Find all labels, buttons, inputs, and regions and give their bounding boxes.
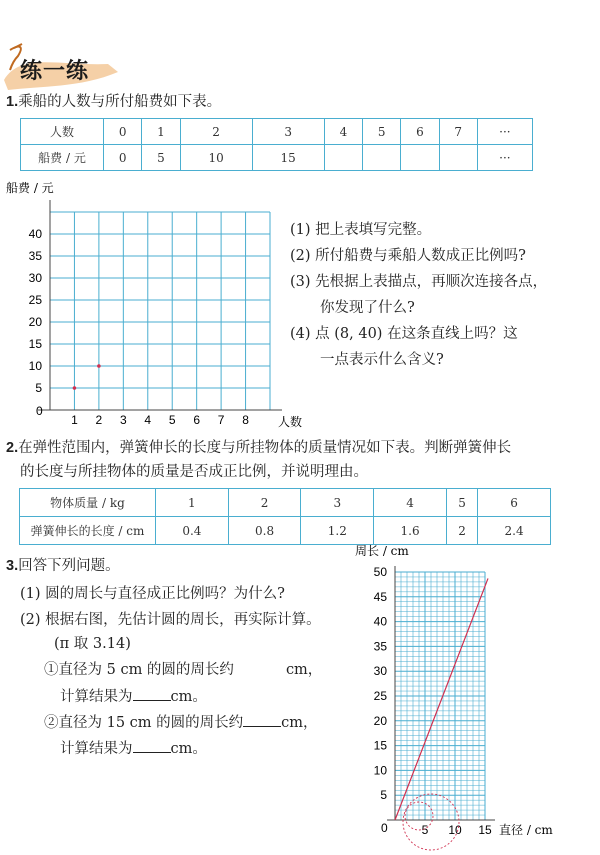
y-tick-label: 30 — [373, 664, 387, 679]
answer-blank[interactable] — [133, 738, 171, 753]
table-cell: 1 — [156, 489, 229, 517]
q1-prompt — [6, 92, 221, 112]
q1-chart — [0, 178, 310, 428]
table-cell: ··· — [477, 145, 532, 171]
table-cell: 6 — [401, 119, 439, 145]
y-tick-label: 25 — [373, 689, 387, 703]
table-cell: 10 — [180, 145, 252, 171]
q2-number: 2. — [6, 440, 19, 456]
q3-item-1b-text: 计算结果为 — [60, 689, 133, 705]
x-axis-label: 人数 — [278, 415, 303, 428]
q3-chart — [355, 540, 600, 855]
series-line — [395, 578, 488, 820]
table-cell: 物体质量 / kg — [20, 489, 156, 517]
table-row — [21, 119, 533, 145]
table-cell-blank[interactable] — [401, 145, 439, 171]
q1-sub-4-cont: 一点表示什么含义? — [320, 352, 444, 368]
q3-item-1b — [60, 686, 207, 707]
y-tick-label: 10 — [28, 359, 42, 373]
q3-item-1 — [44, 660, 322, 680]
x-tick-label: 7 — [217, 413, 225, 427]
table-cell: 人数 — [21, 119, 104, 145]
section-header — [0, 40, 130, 90]
y-tick-label: 5 — [35, 381, 42, 395]
table-cell: 船费 / 元 — [21, 145, 104, 171]
answer-blank[interactable] — [243, 712, 281, 727]
table-cell: 5 — [142, 145, 180, 171]
q3-prompt — [6, 556, 120, 576]
q3-item-1-text: ①直径为 5 cm 的圆的周长约 — [44, 662, 234, 678]
y-tick-label: 30 — [28, 271, 42, 285]
table-cell: 2 — [180, 119, 252, 145]
x-tick-label: 6 — [193, 413, 201, 427]
q3-item-2 — [44, 712, 318, 733]
table-row — [20, 489, 551, 517]
q3-item-2b-unit: cm。 — [170, 741, 207, 757]
y-tick-label: 40 — [373, 614, 387, 629]
table-cell: 3 — [301, 489, 374, 517]
table-cell-blank[interactable] — [324, 145, 362, 171]
x-tick-label: 15 — [478, 823, 492, 837]
q2-prompt — [6, 438, 511, 458]
y-tick-label: 45 — [373, 589, 387, 604]
origin-label: 0 — [36, 404, 43, 418]
q3-item-2-unit: cm， — [281, 715, 318, 731]
table-cell: 弹簧伸长的长度 / cm — [20, 517, 156, 545]
table-cell: 0 — [104, 119, 142, 145]
table-cell: 4 — [324, 119, 362, 145]
q1-sub-3-cont: 你发现了什么? — [320, 300, 415, 316]
table-cell: 1 — [142, 119, 180, 145]
table-cell: 2 — [228, 489, 301, 517]
table-cell: 1.6 — [374, 517, 447, 545]
data-point — [73, 386, 77, 390]
y-tick-label: 35 — [28, 249, 42, 263]
answer-blank[interactable] — [264, 660, 286, 674]
x-tick-label: 1 — [71, 413, 78, 427]
q3-pi-note: (π 取 3.14) — [54, 636, 131, 652]
y-axis-label: 周长 / cm — [355, 544, 409, 558]
y-tick-label: 20 — [28, 315, 42, 329]
q3-item-2b-text: 计算结果为 — [60, 741, 133, 757]
q2-table — [19, 488, 551, 545]
table-cell: 3 — [252, 119, 324, 145]
x-tick-label: 10 — [448, 823, 462, 837]
q1-table — [20, 118, 533, 171]
q3-item-2b — [60, 738, 207, 759]
table-cell: 2.4 — [478, 517, 551, 545]
y-tick-label: 15 — [28, 337, 42, 351]
origin-label: 0 — [381, 821, 388, 835]
table-cell-blank[interactable] — [439, 145, 477, 171]
x-axis-label: 直径 / cm — [499, 823, 553, 837]
y-tick-label: 25 — [28, 293, 42, 307]
table-cell: 7 — [439, 119, 477, 145]
x-tick-label: 5 — [421, 823, 429, 837]
y-tick-label: 10 — [373, 763, 387, 778]
x-tick-label: 3 — [119, 413, 127, 427]
table-cell: 4 — [374, 489, 447, 517]
y-tick-label: 15 — [373, 738, 387, 753]
data-point — [97, 364, 101, 368]
q3-prompt-text: 回答下列问题。 — [18, 558, 120, 574]
table-cell: 2 — [446, 517, 477, 545]
q1-sub-4: (4) 点 (8, 40) 在这条直线上吗？这 — [290, 326, 518, 342]
q3-item-2-text: ②直径为 15 cm 的圆的周长约 — [44, 715, 244, 731]
table-cell: 0 — [104, 145, 142, 171]
y-tick-label: 40 — [28, 227, 42, 241]
table-cell: 0.4 — [156, 517, 229, 545]
q3-item-1b-unit: cm。 — [170, 689, 207, 705]
q1-sub-2: (2) 所付船费与乘船人数成正比例吗? — [290, 248, 526, 264]
q3-sub-2: (2) 根据右图，先估计圆的周长，再实际计算。 — [20, 612, 321, 628]
x-tick-label: 5 — [168, 413, 176, 427]
answer-blank[interactable] — [133, 686, 171, 701]
q1-number: 1. — [6, 94, 19, 110]
q1-prompt-text: 乘船的人数与所付船费如下表。 — [18, 94, 222, 110]
table-cell: 6 — [478, 489, 551, 517]
y-tick-label: 50 — [373, 565, 387, 579]
y-tick-label: 5 — [380, 788, 387, 803]
table-cell: 5 — [446, 489, 477, 517]
table-cell: ··· — [477, 119, 532, 145]
table-cell: 1.2 — [301, 517, 374, 545]
table-cell: 0.8 — [228, 517, 301, 545]
y-tick-label: 20 — [373, 713, 387, 728]
header-title: 练一练 — [20, 59, 90, 84]
q1-sub-3: (3) 先根据上表描点，再顺次连接各点， — [290, 274, 548, 290]
x-tick-label: 2 — [95, 413, 103, 427]
q1-sub-1: (1) 把上表填写完整。 — [290, 222, 432, 238]
table-cell: 15 — [252, 145, 324, 171]
q2-prompt-line1: 在弹性范围内，弹簧伸长的长度与所挂物体的质量情况如下表。判断弹簧伸长 — [18, 440, 512, 456]
q2-prompt-line2: 的长度与所挂物体的质量是否成正比例，并说明理由。 — [20, 464, 368, 480]
table-cell: 5 — [363, 119, 401, 145]
table-cell-blank[interactable] — [363, 145, 401, 171]
y-tick-label: 35 — [373, 639, 387, 654]
x-tick-label: 8 — [242, 413, 249, 427]
q3-number: 3. — [6, 558, 19, 574]
q3-item-1-unit: cm， — [285, 662, 323, 678]
x-tick-label: 4 — [144, 413, 152, 427]
y-axis-label: 船费 / 元 — [6, 181, 54, 195]
table-row — [21, 145, 533, 171]
q3-sub-1: (1) 圆的周长与直径成正比例吗？为什么? — [20, 586, 285, 602]
